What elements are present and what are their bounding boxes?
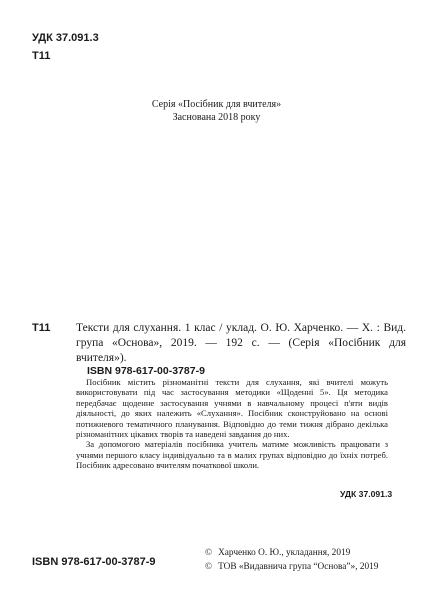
catalog-isbn: ISBN 978-617-00-3787-9 xyxy=(87,365,205,377)
header-udk: УДК 37.091.3 xyxy=(32,32,99,44)
annotation-paragraph-1: Посібник містить різноманітні тексти для слухання, які вчителі можуть використовувати під час застосування методики «Щоденні 5». Ця методика передбачає щоденне застосування учнями в навчальному процесі п'яти видів діяльності, до яких належить «Слухання». Посібник сконструйовано на основі потижневого тематичного планування. Відповідно до теми тижня дібрано декілька різноманітних цікавих творів та наведені завдання до них. xyxy=(76,377,388,440)
series-founded: Заснована 2018 року xyxy=(172,112,261,123)
copyright-line-1 xyxy=(205,546,378,560)
series-name: Серія «Посібник для вчителя» xyxy=(151,99,282,110)
annotation xyxy=(76,377,388,471)
header-classification xyxy=(32,29,99,65)
copyright-symbol: © xyxy=(205,548,213,558)
annotation-paragraph-2: За допомогою матеріалів посібника учитель матиме можливість працювати з учнями першого класу індивідуально та в малих групах відповідно до їхніх потреб. Посібник адресовано вчителям початкової школи. xyxy=(76,439,388,471)
copyright-author: Харченко О. Ю., укладання, 2019 xyxy=(218,548,351,558)
footer-isbn: ISBN 978-617-00-3787-9 xyxy=(32,556,156,568)
catalog-udk: УДК 37.091.3 xyxy=(340,489,393,499)
catalog-entry: Тексти для слухання. 1 клас / уклад. О. Ю. Харченко. — Х. : Вид. група «Основа», 2019. — 192 с. — (Серія «Посібник для вчителя»). xyxy=(76,322,406,364)
copyright-line-2 xyxy=(205,560,378,574)
series-info xyxy=(0,98,433,124)
copyright-publisher: ТОВ «Видавнича група “Основа”», 2019 xyxy=(218,562,379,572)
header-code: Т11 xyxy=(32,50,51,62)
copyright-block xyxy=(205,546,378,574)
catalog-code: Т11 xyxy=(32,322,51,334)
copyright-symbol: © xyxy=(205,562,213,572)
